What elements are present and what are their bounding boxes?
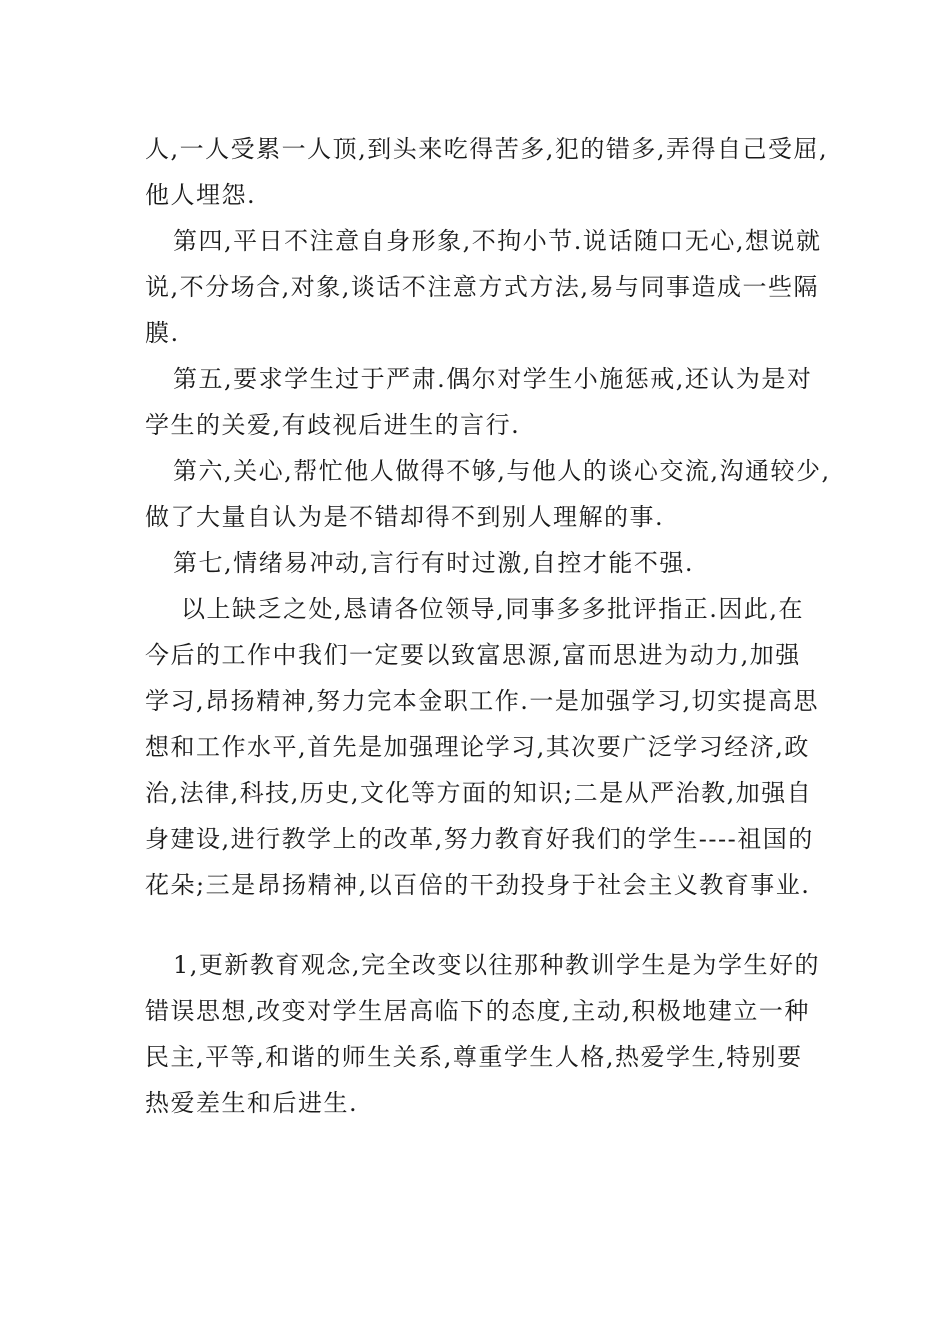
text-line: 错误思想,改变对学生居高临下的态度,主动,积极地建立一种 — [145, 997, 810, 1025]
text-line: 第四,平日不注意自身形象,不拘小节.说话随口无心,想说就 — [173, 227, 822, 255]
paragraph-point-five — [145, 356, 813, 448]
text-line: 学习,昂扬精神,努力完本金职工作.一是加强学习,切实提高思 — [145, 687, 820, 715]
text-line: 热爱差生和后进生. — [145, 1089, 359, 1117]
text-line: 膜. — [145, 319, 180, 347]
paragraph-conclusion — [145, 586, 820, 908]
text-line: 人,一人受累一人顶,到头来吃得苦多,犯的错多,弄得自己受屈, — [145, 135, 829, 163]
text-line: 今后的工作中我们一定要以致富思源,富而思进为动力,加强 — [145, 641, 801, 669]
text-line: 第七,情绪易冲动,言行有时过激,自控才能不强. — [173, 549, 695, 577]
paragraph-point-seven — [145, 540, 810, 586]
text-line: 说,不分场合,对象,谈话不注意方式方法,易与同事造成一些隔 — [145, 273, 820, 301]
text-line: 身建设,进行教学上的改革,努力教育好我们的学生----祖国的 — [145, 825, 814, 853]
text-line: 学生的关爱,有歧视后进生的言行. — [145, 411, 521, 439]
text-line: 做了大量自认为是不错却得不到别人理解的事. — [145, 503, 665, 531]
text-line: 治,法律,科技,历史,文化等方面的知识;二是从严治教,加强自 — [145, 779, 813, 807]
text-line: 他人埋怨. — [145, 181, 257, 209]
text-line: 民主,平等,和谐的师生关系,尊重学生人格,热爱学生,特别要 — [145, 1043, 803, 1071]
text-line: 1,更新教育观念,完全改变以往那种教训学生是为学生好的 — [173, 951, 821, 979]
paragraph-continuation — [145, 126, 829, 218]
text-line: 花朵;三是昂扬精神,以百倍的干劲投身于社会主义教育事业. — [145, 871, 811, 899]
text-line: 第六,关心,帮忙他人做得不够,与他人的谈心交流,沟通较少, — [173, 457, 831, 485]
text-line: 第五,要求学生过于严肃.偶尔对学生小施惩戒,还认为是对 — [173, 365, 813, 393]
text-line: 想和工作水平,首先是加强理论学习,其次要广泛学习经济,政 — [145, 733, 810, 761]
paragraph-point-six — [145, 448, 831, 540]
document-body — [145, 126, 831, 1126]
paragraph-item-one — [145, 942, 821, 1126]
paragraph-point-four — [145, 218, 822, 356]
text-line: 以上缺乏之处,恳请各位领导,同事多多批评指正.因此,在 — [181, 595, 805, 623]
paragraph-spacer — [145, 908, 810, 942]
